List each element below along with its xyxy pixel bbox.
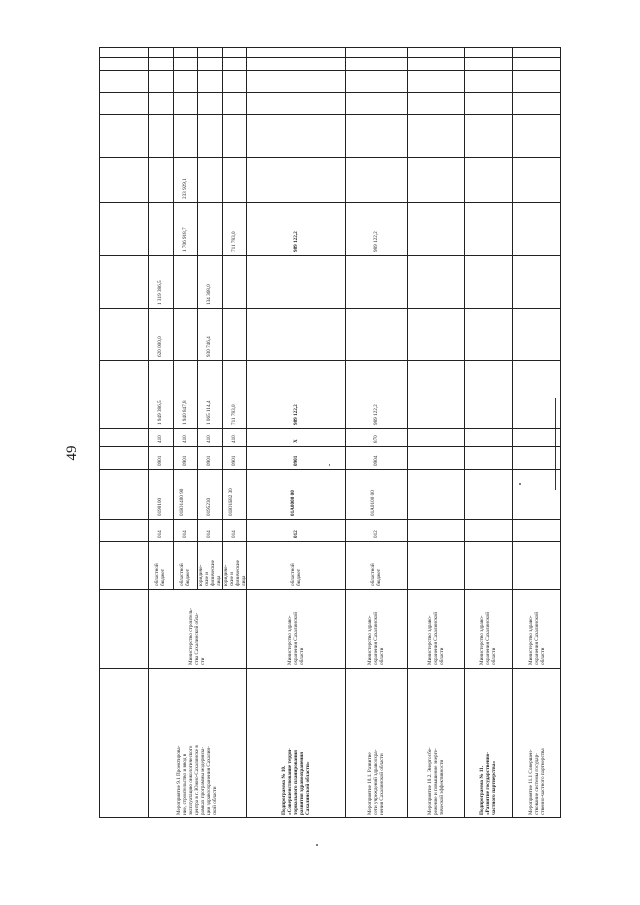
executor-name: Министерство здраво- охранения Сахалинской области [479,612,497,665]
vr-cell: 410 [181,435,188,443]
column-divider [99,428,561,429]
table-border-right [560,47,561,818]
executor-name: Министерство здраво- охранения Сахалинской области [426,612,445,665]
y3-cell: 1 706 918,7 [181,227,188,252]
y1-cell: 930 746,4 [206,336,213,357]
row-divider [512,47,513,818]
csr-cell: 0195230 [206,497,213,516]
column-divider [99,668,561,669]
y2-cell: 134 368,0 [206,284,213,305]
activity-name: Мероприятие 9.1 Проектирова- ние, строительство и ввод в эксплуатацию онкологического центра в г. Южно-Сахалинске в рамках программы модерниза- ции здравоохранения Сахалин- ской области [176,745,218,815]
scan-speck [316,844,318,846]
activity-name: Подпрограмма № 10. «Совершенствование терри- ториального планирования развития здравоохранения Сахалинской области» [280,748,311,815]
vr-cell: 410 [206,435,213,443]
page-number: 49 [64,445,80,461]
rz-cell: 0901 [230,455,237,466]
column-divider [99,57,561,58]
grbs-cell: 012 [292,530,299,538]
column-divider [99,589,561,590]
column-divider [99,541,561,542]
total-cell: 989 122,2 [292,404,299,425]
column-divider [99,308,561,309]
csr-cell: 01А0100 00 [370,490,376,516]
grbs-cell: 014 [157,530,164,538]
rz-cell: 0901 [292,455,299,466]
total-cell: 1 940 847,8 [181,400,188,425]
total-cell: 1 949 386,5 [157,400,164,425]
rz-cell: 0901 [206,455,213,466]
source-cell: юридиче- ские и физические лица [222,560,247,586]
table-border-bottom [99,817,561,818]
grbs-cell: 014 [230,530,237,538]
activity-name: Мероприятие 10.2. Энергосбе- режение и повышение энерге- тической эффективности [426,747,445,815]
column-divider [99,519,561,520]
source-cell: юридиче- ские и физические лица [198,560,222,586]
grbs-cell: 012 [373,530,379,538]
source-cell: областной бюджет [370,563,382,586]
column-divider [99,469,561,470]
activity-name: Мероприятие 11.1 Совершен- ствование системы государ- ственно-частного партнерства [527,748,546,815]
rz-cell: 0904 [373,455,379,466]
executor-name: Министерство здраво- охранения Сахалинской области [367,612,385,665]
activity-name: Подпрограмма № 11. «Развитие государственно- частного партнерства» [479,751,497,815]
y3-cell: 989 122,2 [373,231,379,252]
csr-cell: 01А0000 00 [289,490,296,516]
column-divider [99,92,561,93]
column-divider [99,114,561,115]
executor-name: Министерство здраво- охранения Сахалинской области [286,612,305,665]
vr-cell: 410 [157,435,164,443]
y3-cell: 989 122,2 [292,231,299,252]
grbs-cell: 014 [206,530,213,538]
source-cell: областной бюджет [289,563,302,586]
total-cell: 989 122,2 [373,404,379,425]
y2-cell: 1 319 386,5 [157,280,164,305]
executor-name: Министерство здраво- охранения Сахалинской области [527,612,546,665]
vr-cell: Х [292,439,299,443]
row-divider [345,47,346,818]
row-divider [148,47,149,818]
row-divider [407,47,408,818]
source-cell: областной бюджет [154,563,167,586]
source-cell: областной бюджет [178,563,191,586]
subrow-divider [173,47,174,589]
csr-cell: 0190100 [157,497,164,516]
grbs-cell: 014 [181,530,188,538]
executor-name: Министерство строитель- ства Сахалинской обла- сти [188,607,206,665]
rz-cell: 0901 [181,455,188,466]
column-divider [99,446,561,447]
rz-cell: 0901 [157,455,164,466]
column-divider [99,255,561,256]
total-cell: 711 783,0 [230,404,237,425]
vr-cell: 410 [230,435,237,443]
y1-cell: 620 000,0 [157,336,164,357]
csr-cell: 01Ю1Б82 30 [227,488,234,516]
row-divider [464,47,465,818]
row-divider [246,47,247,818]
table-border-left [99,47,100,818]
total-cell: 1 065 114,4 [206,400,213,425]
y3-cell: 711 783,0 [230,231,237,252]
budget-table [99,47,561,818]
y4-cell: 233 929,1 [181,178,188,199]
vr-cell: 870 [373,435,379,443]
column-divider [99,360,561,361]
csr-cell: 01Ю1400 90 [178,488,185,516]
column-divider [99,70,561,71]
column-divider [99,202,561,203]
activity-name: Мероприятие 10.1. Развитие сети учреждений здравоохра- нения Сахалинской области [367,749,385,815]
table-border-top [99,47,561,48]
subrow-divider [222,47,223,589]
subrow-divider [197,47,198,589]
column-divider [99,157,561,158]
